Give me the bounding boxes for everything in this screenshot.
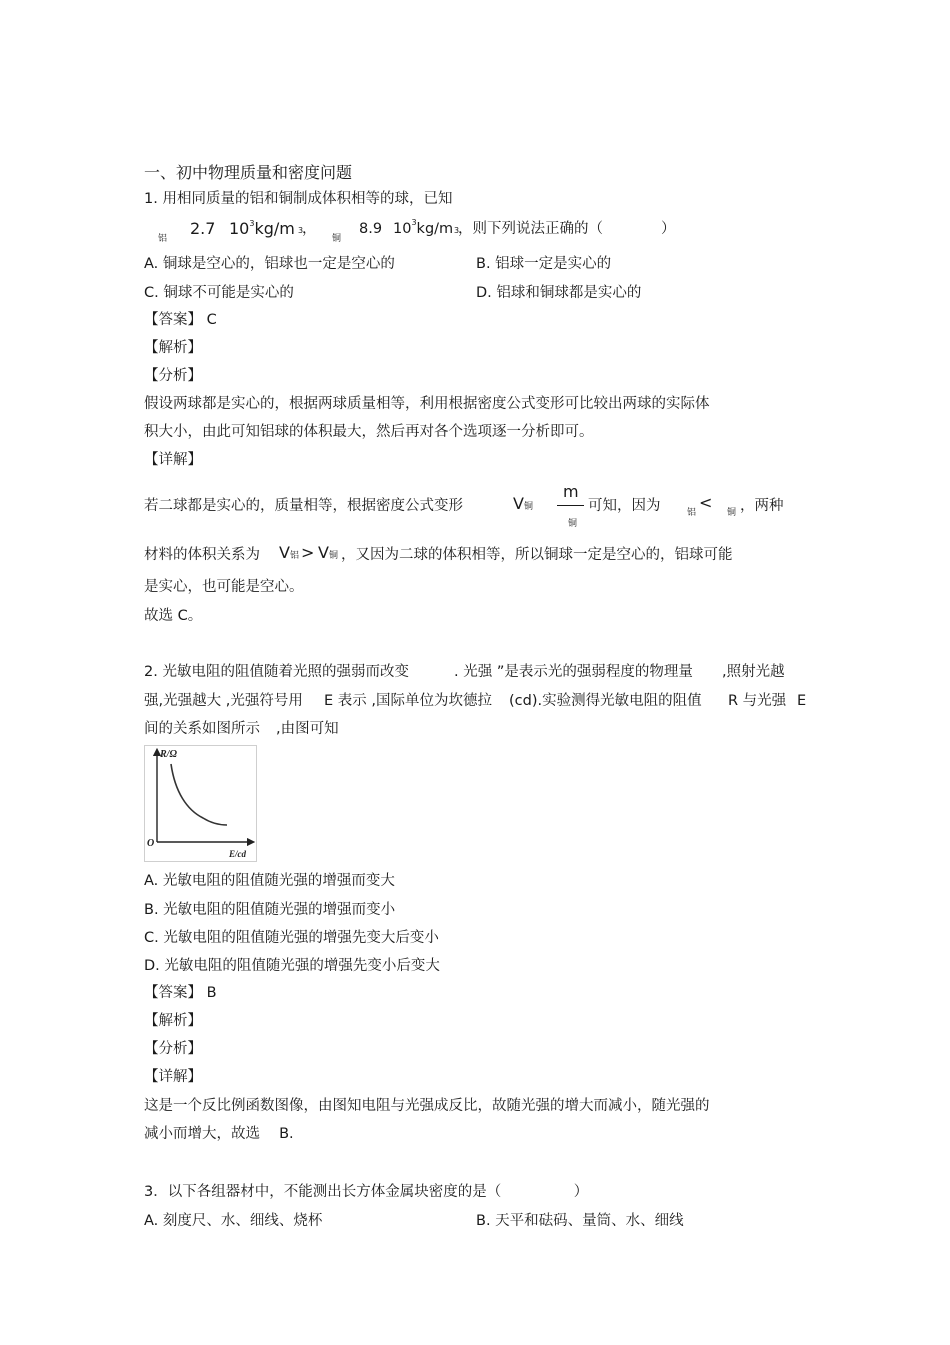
q1-detail-pre: 若二球都是实心的，质量相等，根据密度公式变形 — [144, 498, 463, 514]
q2-detail-line1: 这是一个反比例函数图像，由图知电阻与光强成反比，故随光强的增大而减小，随光强的 — [144, 1098, 710, 1114]
q2-option-a: A. 光敏电阻的阻值随光强的增强而变大 — [144, 873, 395, 889]
q3-stem: 3．以下各组器材中，不能测出长方体金属块密度的是（ ） — [144, 1184, 589, 1200]
q2-line1-c: ,照射光越 — [722, 664, 785, 680]
formula-frac-num: m — [563, 482, 579, 501]
q2-line2-d: R 与光强 — [728, 693, 787, 709]
formula-v-cu: V铜 — [318, 543, 338, 562]
q2-line3-b: ,由图可知 — [276, 721, 339, 737]
q2-line3-a: 间的关系如图所示 — [144, 721, 260, 737]
formula-frac-line — [557, 505, 584, 506]
formula-frac-den: 铜 — [568, 519, 578, 529]
q2-line2-a: 强,光强越大 ,光强符号用 — [144, 693, 303, 709]
q2-xiangjie: 【详解】 — [144, 1069, 202, 1085]
q1-detail2-tail: ，又因为二球的体积相等，所以铜球一定是空心的，铝球可能 — [341, 547, 733, 563]
q2-jiexi: 【解析】 — [144, 1013, 202, 1029]
x-axis-label: E/cd — [229, 849, 246, 859]
origin-label: O — [147, 838, 155, 849]
q1-choose: 故选 C。 — [144, 608, 203, 624]
q1-fenxi: 【分析】 — [144, 368, 202, 384]
q2-line2-b: E 表示 ,国际单位为坎德拉 — [324, 693, 492, 709]
q3-option-a: A. 刻度尺、水、细线、烧杯 — [144, 1213, 323, 1229]
resistance-vs-light-graph — [144, 745, 257, 862]
rho-al-value: 2.7 — [190, 219, 216, 238]
q2-option-c: C. 光敏电阻的阻值随光强的增强先变大后变小 — [144, 930, 439, 946]
rho-cu-pow: $10^3kg/m$ — [393, 218, 454, 237]
q1-detail-tail: ，两种 — [740, 498, 784, 514]
q2-line2-c: (cd).实验测得光敏电阻的阻值 — [509, 693, 702, 709]
q2-line2-e: E — [797, 693, 807, 709]
q1-xiangjie: 【详解】 — [144, 452, 202, 468]
q1-option-a: A. 铜球是空心的，铝球也一定是空心的 — [144, 256, 395, 272]
q2-line1-b: . 光强 ”是表示光的强弱程度的物理量 — [454, 664, 693, 680]
formula-v-al: V铝 — [279, 543, 299, 562]
q1-detail2-pre: 材料的体积关系为 — [144, 547, 260, 563]
q1-analysis-line2: 积大小，由此可知铝球的体积最大，然后再对各个选项逐一分析即可。 — [144, 424, 594, 440]
rho-al-unit-exp: 3 — [298, 226, 304, 235]
hyperbola-curve — [171, 764, 227, 825]
graph-svg — [145, 746, 256, 861]
q1-comma: ， — [302, 221, 317, 237]
q1-option-c: C. 铜球不可能是实心的 — [144, 285, 294, 301]
q1-option-d: D. 铝球和铜球都是实心的 — [476, 285, 642, 301]
rho-cu-unit-exp: 3 — [454, 226, 460, 235]
rho-al-pow: $10^3kg/m$ — [229, 219, 295, 238]
y-axis-label: R/Ω — [160, 749, 177, 760]
less-than: < — [699, 493, 713, 512]
q1-detail-mid: 可知，因为 — [588, 498, 661, 514]
q2-line1-a: 2. 光敏电阻的阻值随着光照的强弱而改变 — [144, 664, 409, 680]
rho-cu-value: 8.9 — [359, 221, 383, 237]
formula-v: V铜 — [513, 494, 533, 513]
rho-al-sub: 铝 — [158, 234, 168, 244]
q1-stem-line1: 1. 用相同质量的铝和铜制成体积相等的球，已知 — [144, 191, 453, 207]
q2-option-b: B. 光敏电阻的阻值随光强的增强而变小 — [144, 902, 396, 918]
q3-option-b: B. 天平和砝码、量筒、水、细线 — [476, 1213, 684, 1229]
q1-answer: 【答案】 C — [144, 312, 217, 328]
q2-fenxi: 【分析】 — [144, 1041, 202, 1057]
q2-option-d: D. 光敏电阻的阻值随光强的增强先变小后变大 — [144, 958, 440, 974]
q1-jiexi: 【解析】 — [144, 340, 202, 356]
q2-detail-line2: 减小而增大，故选 B. — [144, 1126, 294, 1142]
rho-al-sub-2: 铝 — [687, 508, 697, 518]
section-title: 一、初中物理质量和密度问题 — [144, 163, 353, 182]
q1-stem-tail: ，则下列说法正确的（ ） — [458, 221, 676, 237]
greater-than: > — [301, 543, 315, 562]
q2-answer: 【答案】 B — [144, 985, 217, 1001]
q1-analysis-line1: 假设两球都是实心的，根据两球质量相等，利用根据密度公式变形可比较出两球的实际体 — [144, 396, 710, 412]
q1-option-b: B. 铝球一定是实心的 — [476, 256, 612, 272]
q1-detail3: 是实心，也可能是空心。 — [144, 579, 304, 595]
rho-cu-sub: 铜 — [332, 234, 342, 244]
rho-cu-sub-2: 铜 — [727, 508, 737, 518]
